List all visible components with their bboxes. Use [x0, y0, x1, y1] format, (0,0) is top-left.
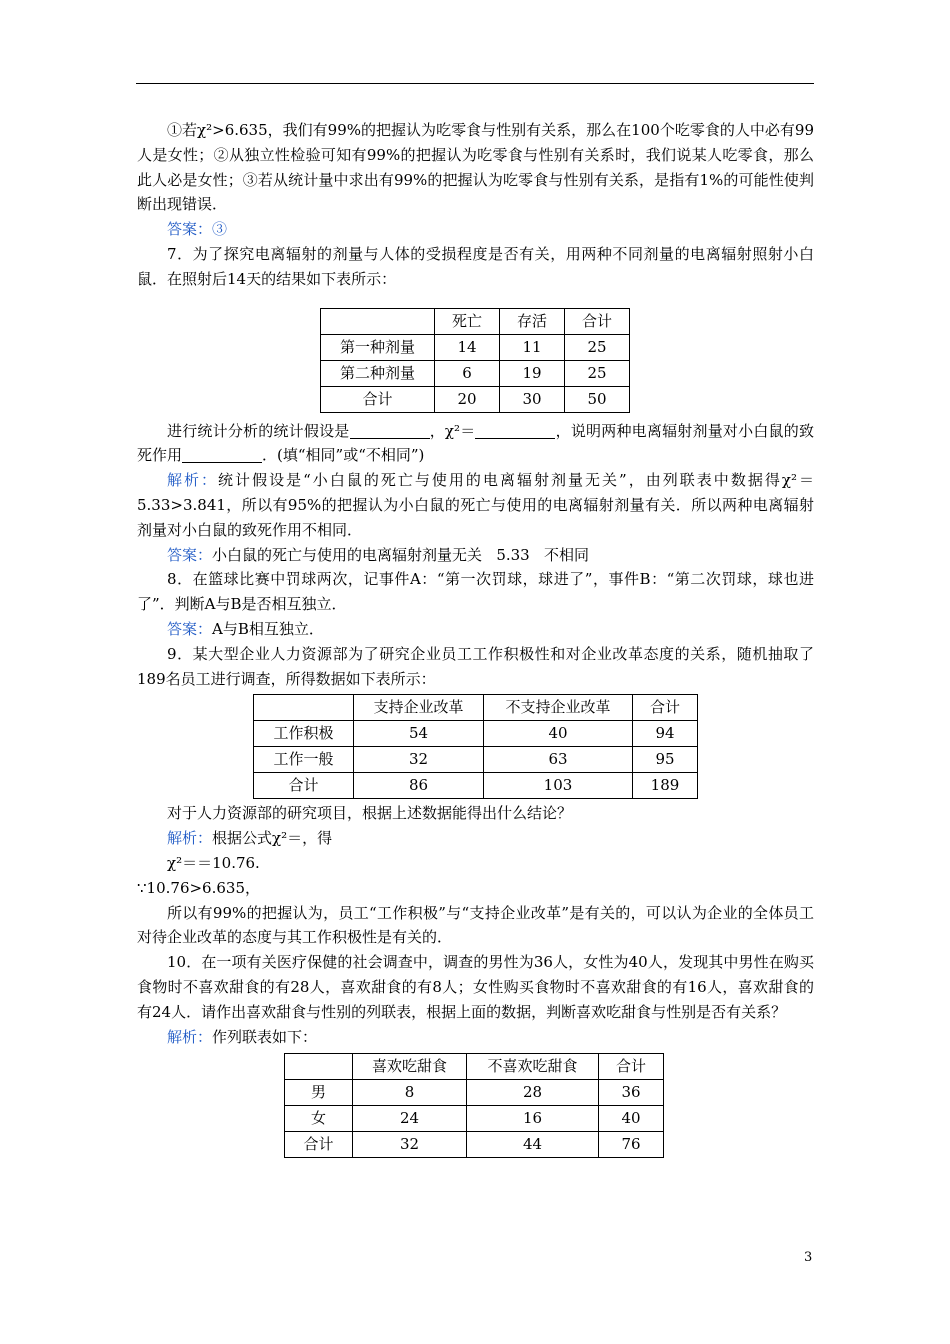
- table-cell: 30: [500, 386, 565, 412]
- q9-table: [253, 694, 698, 799]
- q7-analysis: [137, 468, 814, 542]
- q9-comparison: ∵10.76>6.635，: [137, 878, 260, 897]
- q6-answer: 答案：③: [167, 220, 228, 239]
- q7-fill-in: [137, 419, 814, 469]
- q9-text: 9．某大型企业人力资源部为了研究企业员工工作积极性和对企业改革态度的关系，随机抽取了189名员工进行调查，所得数据如下表所示：: [137, 644, 814, 688]
- table-cell: 19: [500, 360, 565, 386]
- document-body: [137, 118, 814, 1158]
- analysis-label: 解析：: [167, 1027, 213, 1046]
- answer-blank: [350, 422, 430, 439]
- table-cell: 103: [484, 773, 633, 799]
- page-number: 3: [804, 1250, 813, 1265]
- table-cell: 合计: [633, 695, 698, 721]
- q10-table: [284, 1053, 664, 1158]
- q9-analysis: [137, 826, 814, 851]
- table-cell: 不喜欢吃甜食: [467, 1054, 599, 1080]
- table-cell: 86: [354, 773, 484, 799]
- table-header-row: [285, 1054, 664, 1080]
- table-row: [285, 1132, 664, 1158]
- table-cell: 40: [599, 1106, 664, 1132]
- table-cell: 不支持企业改革: [484, 695, 633, 721]
- answer-blank: [475, 422, 555, 439]
- fill-text: ，χ²＝: [429, 421, 476, 440]
- table-cell: 工作一般: [254, 747, 354, 773]
- table-cell: 20: [435, 386, 500, 412]
- table-cell: [254, 695, 354, 721]
- table-cell: 25: [565, 360, 630, 386]
- analysis-text: 作列联表如下：: [212, 1027, 318, 1046]
- analysis-label: 解析：: [167, 829, 213, 848]
- q6-statements: ①若χ²>6.635，我们有99%的把握认为吃零食与性别有关系，那么在100个吃零食的人中必有99人是女性；②从独立性检验可知有99%的把握认为吃零食与性别有关系时，我们说某人吃零食，那么此人必是女性；③若从统计量中求出有99%的把握认为吃零食与性别有关系，是指有1%的可能性使判断出现错误．: [137, 121, 814, 214]
- table-cell: 63: [484, 747, 633, 773]
- table-cell: 16: [467, 1106, 599, 1132]
- table-cell: 合计: [285, 1132, 353, 1158]
- table-cell: 14: [435, 334, 500, 360]
- table-cell: 合计: [599, 1054, 664, 1080]
- table-row: [254, 747, 698, 773]
- q9-question: 对于人力资源部的研究项目，根据上述数据能得出什么结论？: [167, 804, 573, 823]
- table-cell: 50: [565, 386, 630, 412]
- q7-table: [320, 308, 630, 413]
- table-cell: 40: [484, 721, 633, 747]
- table-cell: 32: [353, 1132, 467, 1158]
- analysis-text: 根据公式χ²＝，得: [212, 829, 333, 848]
- q10-analysis: [137, 1025, 814, 1050]
- table-cell: 合计: [565, 308, 630, 334]
- table-cell: 6: [435, 360, 500, 386]
- table-cell: 支持企业改革: [354, 695, 484, 721]
- table-cell: [285, 1054, 353, 1080]
- table-cell: 合计: [321, 386, 435, 412]
- q8-text: 8．在篮球比赛中罚球两次，记事件A：“第一次罚球，球进了”，事件B：“第二次罚球，球也进了”．判断A与B是否相互独立．: [137, 570, 814, 614]
- q7-text: 7．为了探究电离辐射的剂量与人体的受损程度是否有关，用两种不同剂量的电离辐射照射小白鼠．在照射后14天的结果如下表所示：: [137, 244, 814, 288]
- table-cell: 女: [285, 1106, 353, 1132]
- table-cell: 第二种剂量: [321, 360, 435, 386]
- q8-answer: [137, 617, 814, 642]
- table-row: [254, 773, 698, 799]
- table-row: [285, 1080, 664, 1106]
- q10-text: 10．在一项有关医疗保健的社会调查中，调查的男性为36人，女性为40人，发现其中男性在购买食物时不喜欢甜食的有28人，喜欢甜食的有8人；女性购买食物时不喜欢甜食的有16人，喜欢甜食的有24人．请作出喜欢甜食与性别的列联表，根据上面的数据，判断喜欢吃甜食与性别是否有关系？: [137, 953, 814, 1021]
- answer-label: 答案：: [167, 545, 213, 564]
- q9-conclusion: 所以有99%的把握认为，员工“工作积极”与“支持企业改革”是有关的，可以认为企业的全体员工对待企业改革的态度与其工作积极性是有关的．: [137, 903, 814, 947]
- table-cell: 95: [633, 747, 698, 773]
- table-row: [321, 360, 630, 386]
- q9-formula: χ²＝＝10.76.: [167, 853, 260, 872]
- table-header-row: [254, 695, 698, 721]
- answer-blank: [182, 446, 262, 463]
- table-cell: 死亡: [435, 308, 500, 334]
- table-cell: 喜欢吃甜食: [353, 1054, 467, 1080]
- answer-text: A与B相互独立．: [212, 619, 324, 638]
- table-cell: 男: [285, 1080, 353, 1106]
- table-cell: 11: [500, 334, 565, 360]
- table-cell: 28: [467, 1080, 599, 1106]
- table-cell: 44: [467, 1132, 599, 1158]
- table-cell: 合计: [254, 773, 354, 799]
- header-rule: [136, 83, 814, 84]
- fill-text: 进行统计分析的统计假设是: [167, 421, 350, 440]
- table-row: [321, 386, 630, 412]
- q7-answer: [137, 543, 814, 568]
- fill-text: ．(填“相同”或“不相同”): [262, 446, 425, 465]
- table-cell: 8: [353, 1080, 467, 1106]
- table-cell: 工作积极: [254, 721, 354, 747]
- table-cell: 54: [354, 721, 484, 747]
- table-row: [285, 1106, 664, 1132]
- analysis-text: 统计假设是“小白鼠的死亡与使用的电离辐射剂量无关”，由列联表中数据得χ²＝5.33>3.841，所以有95%的把握认为小白鼠的死亡与使用的电离辐射剂量有关．所以两种电离辐射剂量对小白鼠的致死作用不相同．: [137, 471, 814, 539]
- table-cell: 94: [633, 721, 698, 747]
- fill-text: ，说明两种电离辐射剂量对小白鼠的致死作用: [137, 421, 814, 465]
- table-cell: 存活: [500, 308, 565, 334]
- table-cell: 76: [599, 1132, 664, 1158]
- table-cell: 24: [353, 1106, 467, 1132]
- answer-text: 小白鼠的死亡与使用的电离辐射剂量无关 5.33 不相同: [212, 545, 590, 564]
- table-row: [321, 334, 630, 360]
- table-cell: 36: [599, 1080, 664, 1106]
- table-cell: 189: [633, 773, 698, 799]
- table-cell: 25: [565, 334, 630, 360]
- table-row: [254, 721, 698, 747]
- answer-label: 答案：: [167, 619, 213, 638]
- table-cell: [321, 308, 435, 334]
- table-cell: 32: [354, 747, 484, 773]
- analysis-label: 解析：: [167, 471, 219, 490]
- table-header-row: [321, 308, 630, 334]
- table-cell: 第一种剂量: [321, 334, 435, 360]
